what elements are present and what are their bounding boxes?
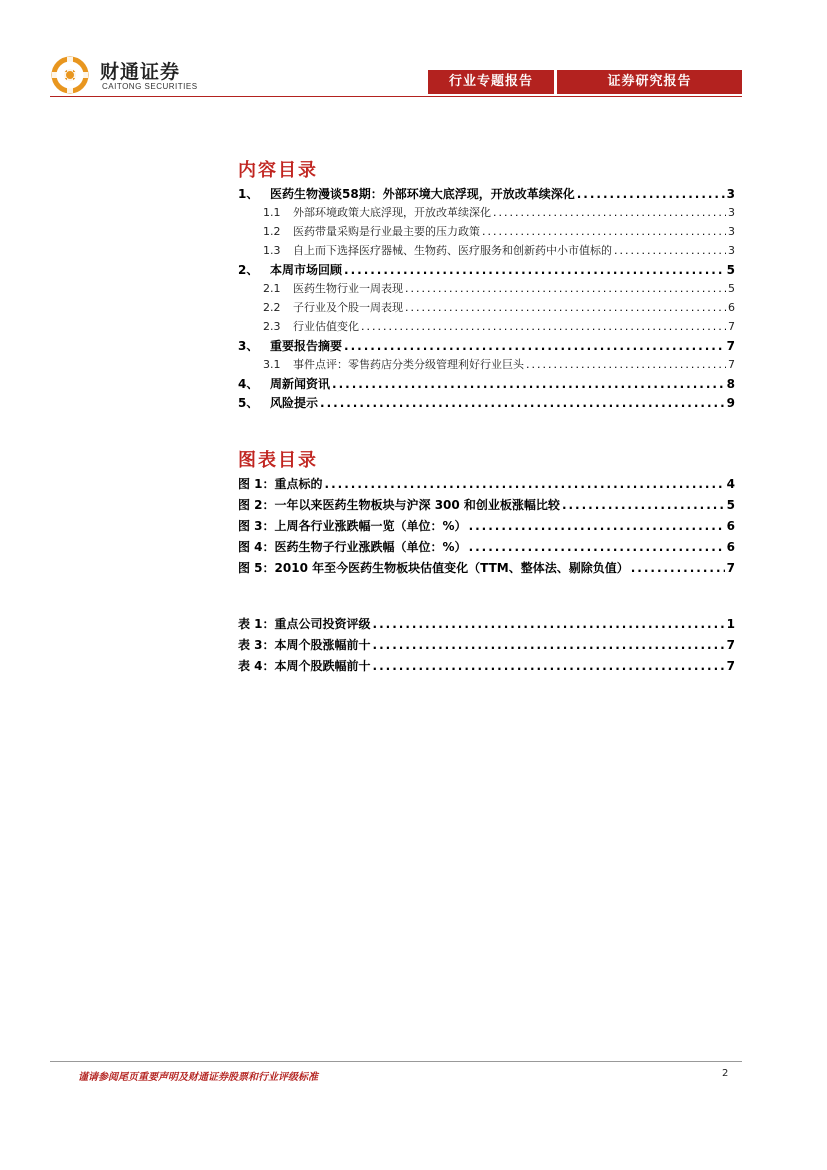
header-divider [50, 96, 742, 97]
toc-entry[interactable]: 2.3 行业估值变化 ..... 7 [263, 318, 735, 334]
toc-entry[interactable]: 3.1 事件点评：零售药店分类分级管理利好行业巨头 ..... 7 [263, 356, 735, 372]
toc-entry[interactable]: 4、 周新闻资讯 ..... 8 [238, 375, 735, 392]
figure-entry[interactable]: 图 5：2010 年至今医药生物板块估值变化（TTM、整体法、剔除负值） ..... 7 [238, 559, 735, 576]
figure-entry[interactable]: 图 2：一年以来医药生物板块与沪深 300 和创业板涨幅比较 ..... 5 [238, 496, 735, 513]
toc-entry[interactable]: 1.1 外部环境政策大底浮现，开放改革续深化 ..... 3 [263, 204, 735, 220]
toc-entry[interactable]: 1.2 医药带量采购是行业最主要的压力政策 ..... 3 [263, 223, 735, 239]
figure-entry[interactable]: 图 3：上周各行业涨跌幅一览（单位：%） ..... 6 [238, 517, 735, 534]
toc-entry[interactable]: 3、 重要报告摘要 ..... 7 [238, 337, 735, 354]
toc-title: 内容目录 [238, 160, 318, 181]
table-entry[interactable]: 表 3：本周个股涨幅前十 ..... 7 [238, 636, 735, 653]
toc-entry[interactable]: 5、 风险提示 ..... 9 [238, 394, 735, 411]
toc-entry[interactable]: 1.3 自上而下选择医疗器械、生物药、医疗服务和创新药中小市值标的 ..... 3 [263, 242, 735, 258]
figures-title: 图表目录 [238, 450, 318, 471]
caitong-logo-icon [50, 55, 94, 95]
table-entry[interactable]: 表 1：重点公司投资评级 ..... 1 [238, 615, 735, 632]
research-report-tag: 证券研究报告 [557, 70, 742, 94]
table-entry[interactable]: 表 4：本周个股跌幅前十 ..... 7 [238, 657, 735, 674]
logo-english-name: CAITONG SECURITIES [102, 82, 198, 91]
company-logo [50, 55, 250, 95]
page-number: 2 [722, 1068, 729, 1079]
logo-chinese-name: 财通证券 [100, 61, 181, 83]
toc-entry[interactable]: 2、 本周市场回顾 ..... 5 [238, 261, 735, 278]
figure-entry[interactable]: 图 4：医药生物子行业涨跌幅（单位：%） ..... 6 [238, 538, 735, 555]
toc-entry[interactable]: 1、 医药生物漫谈58期：外部环境大底浮现，开放改革续深化 ..... 3 [238, 185, 735, 202]
toc-entry[interactable]: 2.2 子行业及个股一周表现 ..... 6 [263, 299, 735, 315]
report-type-tag: 行业专题报告 [428, 70, 554, 94]
footer-divider [50, 1061, 742, 1062]
figure-entry[interactable]: 图 1：重点标的 ..... 4 [238, 475, 735, 492]
toc-entry[interactable]: 2.1 医药生物行业一周表现 ..... 5 [263, 280, 735, 296]
footer-disclaimer: 谨请参阅尾页重要声明及财通证券股票和行业评级标准 [78, 1072, 318, 1083]
